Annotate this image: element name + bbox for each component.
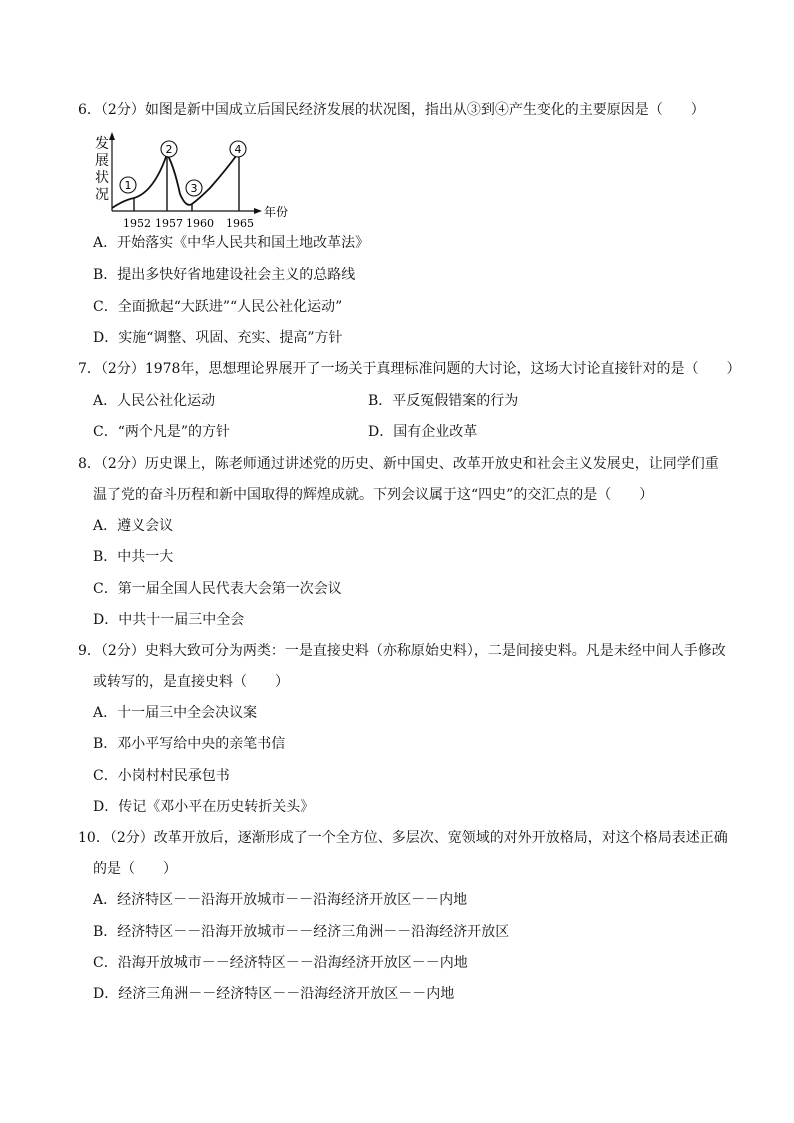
question-6-option-b[interactable]: B．提出多快好省地建设社会主义的总路线 bbox=[93, 267, 356, 283]
question-6-stem: 6．（2分）如图是新中国成立后国民经济发展的状况图，指出从③到④产生变化的主要原因是（ ） bbox=[78, 102, 705, 118]
question-7-option-d[interactable]: D．国有企业改革 bbox=[368, 424, 478, 440]
question-8-option-a[interactable]: A．遵义会议 bbox=[93, 518, 174, 534]
question-6-option-c[interactable]: C．全面掀起“大跃进”“人民公社化运动” bbox=[93, 299, 343, 315]
year-label-1965: 1965 bbox=[226, 217, 254, 230]
y-label-char-2: 展 bbox=[95, 153, 109, 169]
question-8-stem-continued: 温了党的奋斗历程和新中国取得的辉煌成就。下列会议属于这“四史”的交汇点的是（ ） bbox=[93, 487, 654, 503]
question-7-option-c[interactable]: C．“两个凡是”的方针 bbox=[93, 424, 231, 440]
y-axis-arrow bbox=[109, 132, 115, 140]
question-9-option-c[interactable]: C．小岗村村民承包书 bbox=[93, 768, 230, 784]
year-label-1957: 1957 bbox=[155, 217, 183, 230]
question-9-option-d[interactable]: D．传记《邓小平在历史转折关头》 bbox=[93, 799, 315, 815]
x-axis-arrow bbox=[254, 208, 262, 214]
y-label-char-1: 发 bbox=[95, 136, 109, 152]
question-6-option-d[interactable]: D．实施“调整、巩固、充实、提高”方针 bbox=[93, 330, 343, 346]
question-7-option-b[interactable]: B．平反冤假错案的行为 bbox=[368, 393, 519, 409]
x-axis-label: 年份 bbox=[264, 205, 289, 219]
year-label-1960: 1960 bbox=[186, 217, 214, 230]
point-label-4: 4 bbox=[234, 143, 242, 156]
question-10-option-c[interactable]: C．沿海开放城市－－经济特区－－沿海经济开放区－－内地 bbox=[93, 955, 468, 971]
point-label-2: 2 bbox=[165, 143, 173, 156]
economy-development-chart bbox=[92, 136, 302, 228]
economy-development-figure bbox=[92, 136, 302, 228]
question-10-option-b[interactable]: B．经济特区－－沿海开放城市－－经济三角洲－－沿海经济开放区 bbox=[93, 924, 510, 940]
question-9-option-a[interactable]: A．十一届三中全会决议案 bbox=[93, 705, 258, 721]
question-8-option-b[interactable]: B．中共一大 bbox=[93, 549, 174, 565]
question-10-option-d[interactable]: D．经济三角洲－－经济特区－－沿海经济开放区－－内地 bbox=[93, 986, 455, 1002]
question-10-option-a[interactable]: A．经济特区－－沿海开放城市－－沿海经济开放区－－内地 bbox=[93, 892, 468, 908]
question-8-stem: 8．（2分）历史课上，陈老师通过讲述党的历史、新中国史、改革开放史和社会主义发展史，让同学们重 bbox=[78, 456, 719, 472]
question-7-stem: 7．（2分）1978年，思想理论界展开了一场关于真理标准问题的大讨论，这场大讨论直接针对的是（ ） bbox=[78, 361, 741, 377]
question-7-option-a[interactable]: A．人民公社化运动 bbox=[93, 393, 216, 409]
y-label-char-4: 况 bbox=[95, 187, 109, 203]
question-10-stem: 10．（2分）改革开放后，逐渐形成了一个全方位、多层次、宽领域的对外开放格局，对这个格局表述正确 bbox=[78, 830, 728, 846]
question-9-stem-continued: 或转写的，是直接史料（ ） bbox=[93, 674, 289, 690]
question-8-option-d[interactable]: D．中共十一届三中全会 bbox=[93, 612, 245, 628]
question-9-option-b[interactable]: B．邓小平写给中央的亲笔书信 bbox=[93, 736, 286, 752]
question-8-option-c[interactable]: C．第一届全国人民代表大会第一次会议 bbox=[93, 581, 342, 597]
year-label-1952: 1952 bbox=[123, 217, 151, 230]
y-label-char-3: 状 bbox=[95, 170, 109, 186]
point-label-3: 3 bbox=[190, 182, 198, 195]
question-6-option-a[interactable]: A．开始落实《中华人民共和国土地改革法》 bbox=[93, 235, 370, 251]
point-label-1: 1 bbox=[124, 179, 132, 192]
question-9-stem: 9．（2分）史料大致可分为两类：一是直接史料（亦称原始史料），二是间接史料。凡是未经中间人手修改 bbox=[78, 643, 726, 659]
question-10-stem-continued: 的是（ ） bbox=[93, 861, 177, 877]
